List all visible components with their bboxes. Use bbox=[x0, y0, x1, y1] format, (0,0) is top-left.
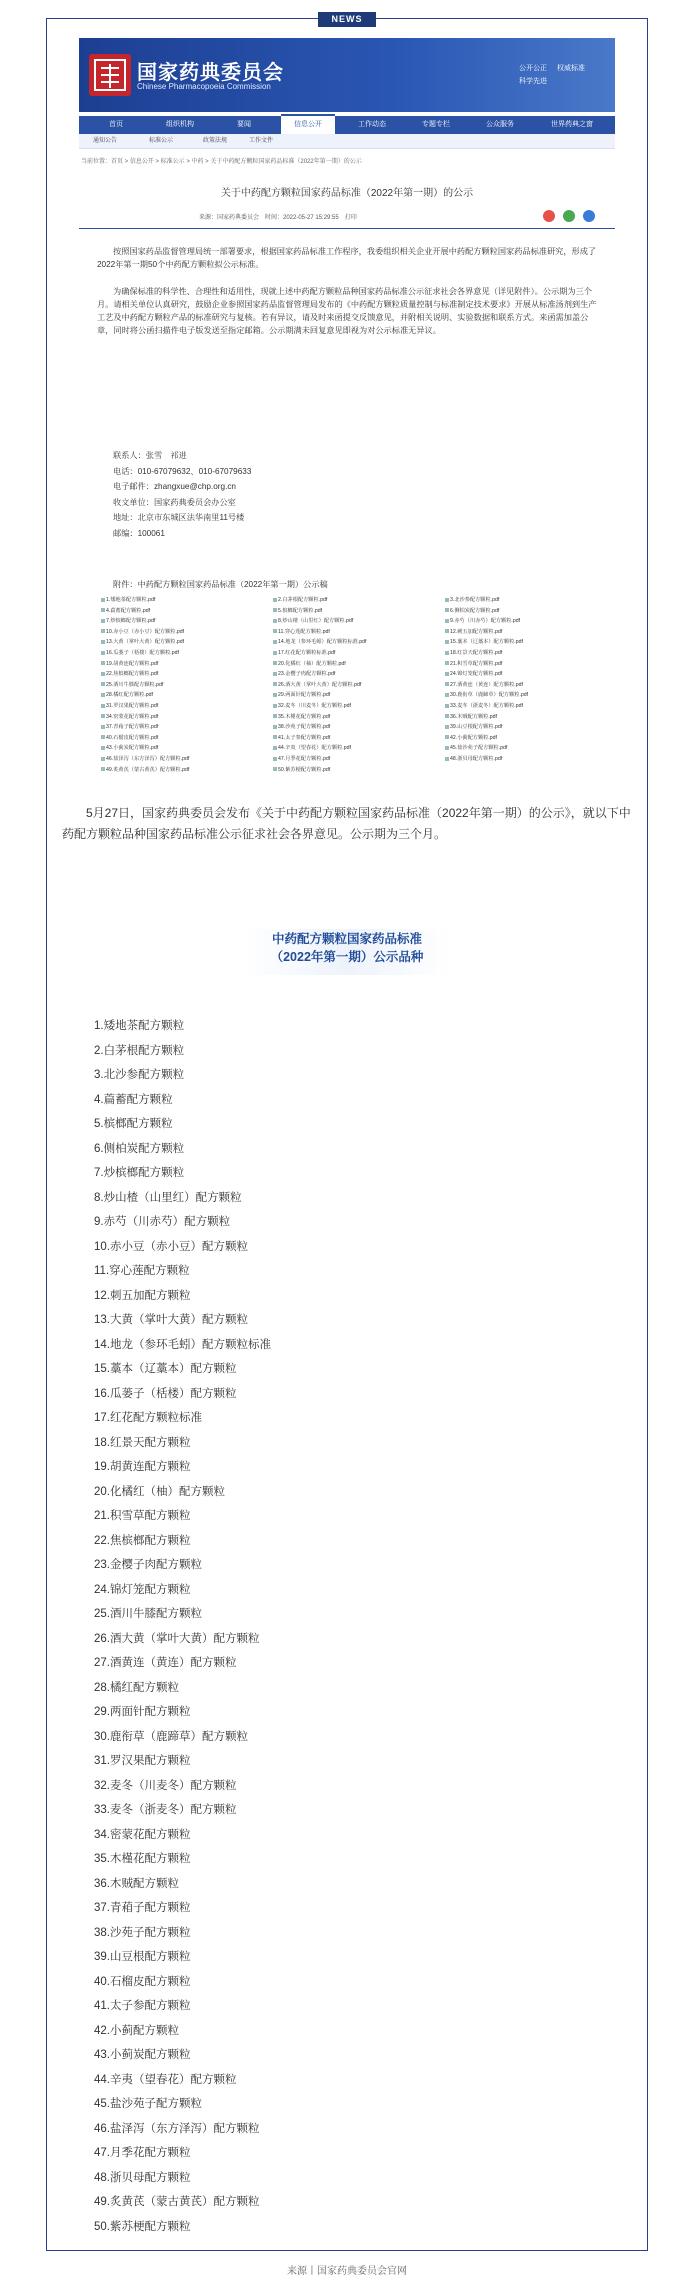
list-item: 45.盐沙苑子配方颗粒 bbox=[94, 2098, 202, 2110]
list-item: 8.炒山楂（山里红）配方颗粒 bbox=[94, 1191, 242, 1204]
list-item: 42.小蓟配方颗粒 bbox=[94, 2024, 179, 2037]
pdf-file-icon bbox=[101, 651, 105, 655]
attachment-link[interactable] bbox=[445, 755, 502, 762]
list-item: 28.橘红配方颗粒 bbox=[94, 1681, 179, 1694]
attachment-link[interactable] bbox=[273, 628, 330, 635]
list-item: 1.矮地茶配方颗粒 bbox=[94, 1020, 185, 1032]
pdf-file-icon bbox=[445, 661, 449, 665]
attachment-link[interactable] bbox=[101, 607, 150, 614]
attachment-link[interactable] bbox=[445, 649, 502, 656]
list-item: 34.密蒙花配方颗粒 bbox=[94, 1828, 191, 1841]
contact-line: 地址：北京市东城区法华南里11号楼 bbox=[113, 513, 245, 522]
attachment-link[interactable] bbox=[101, 617, 155, 624]
pdf-file-icon bbox=[445, 693, 449, 697]
attachment-link[interactable] bbox=[445, 713, 497, 720]
main-nav bbox=[79, 116, 615, 134]
pdf-file-icon bbox=[273, 661, 277, 665]
contact-line: 邮编：100061 bbox=[113, 528, 165, 538]
attachment-link[interactable] bbox=[101, 723, 158, 730]
pdf-file-icon bbox=[273, 725, 277, 729]
attachment-link-label: 15.藁本（辽藁本）配方颗粒.pdf bbox=[450, 639, 523, 646]
attachment-link-label: 26.酒大黄（掌叶大黄）配方颗粒.pdf bbox=[278, 681, 362, 688]
attachment-link-label: 42.小蓟配方颗粒.pdf bbox=[450, 734, 497, 741]
pdf-file-icon bbox=[273, 735, 277, 739]
attachment-link-label: 8.炒山楂（山里红）配方颗粒.pdf bbox=[278, 618, 354, 625]
pdf-file-icon bbox=[273, 767, 277, 771]
list-item: 33.麦冬（浙麦冬）配方颗粒 bbox=[94, 1804, 237, 1816]
site-logo-icon bbox=[89, 54, 131, 96]
list-item: 32.麦冬（川麦冬）配方颗粒 bbox=[94, 1779, 237, 1792]
pdf-file-icon bbox=[101, 714, 105, 718]
nav-item[interactable]: 世界药典之窗 bbox=[551, 121, 593, 128]
pdf-file-icon bbox=[273, 714, 277, 718]
attachment-link-label: 22.焦槟榔配方颗粒.pdf bbox=[106, 671, 159, 678]
attachment-link[interactable] bbox=[273, 691, 330, 698]
attachment-link-label: 19.胡黄连配方颗粒.pdf bbox=[106, 660, 159, 667]
list-item: 31.罗汉果配方颗粒 bbox=[94, 1755, 191, 1767]
attachment-link[interactable] bbox=[445, 617, 520, 624]
attachment-link-label: 13.大黄（掌叶大黄）配方颗粒.pdf bbox=[106, 639, 185, 646]
pdf-file-icon bbox=[445, 608, 449, 612]
pdf-file-icon bbox=[101, 757, 105, 761]
pdf-file-icon bbox=[445, 714, 449, 718]
pdf-file-icon bbox=[101, 725, 105, 729]
pdf-file-icon bbox=[101, 629, 105, 633]
attachment-link-label: 33.麦冬（浙麦冬）配方颗粒.pdf bbox=[450, 703, 523, 709]
attachment-link[interactable] bbox=[101, 691, 153, 698]
attachment-link[interactable] bbox=[101, 713, 158, 720]
list-title bbox=[232, 930, 462, 966]
attachment-link-label: 24.锦灯笼配方颗粒.pdf bbox=[450, 671, 503, 678]
attachment-link-label: 35.木槿花配方颗粒.pdf bbox=[278, 713, 331, 720]
attachment-link-label: 37.青葙子配方颗粒.pdf bbox=[106, 724, 159, 731]
site-banner bbox=[79, 38, 615, 112]
list-item: 39.山豆根配方颗粒 bbox=[94, 1951, 191, 1963]
attachment-link-label: 10.赤小豆（赤小豆）配方颗粒.pdf bbox=[106, 628, 185, 635]
pdf-file-icon bbox=[273, 598, 277, 602]
attachment-link[interactable] bbox=[101, 734, 158, 741]
attachment-link[interactable] bbox=[273, 596, 327, 603]
attachment-link-label: 14.地龙（参环毛蚓）配方颗粒标准.pdf bbox=[278, 639, 367, 646]
attachment-link[interactable] bbox=[101, 755, 189, 762]
subnav-item[interactable]: 通知公告 bbox=[93, 138, 118, 144]
attachment-link-label: 3.北沙参配方颗粒.pdf bbox=[450, 597, 500, 603]
pdf-file-icon bbox=[273, 640, 277, 644]
pdf-file-icon bbox=[445, 725, 449, 729]
pdf-file-icon bbox=[101, 746, 105, 750]
pdf-file-icon bbox=[101, 693, 105, 697]
list-item: 6.侧柏炭配方颗粒 bbox=[94, 1142, 185, 1155]
attachment-link[interactable] bbox=[101, 670, 158, 677]
website-screenshot bbox=[79, 38, 615, 798]
banner-link[interactable]: 公开公正 bbox=[519, 65, 547, 72]
list-item: 17.红花配方颗粒标准 bbox=[94, 1412, 202, 1424]
pdf-file-icon bbox=[273, 746, 277, 750]
list-item: 41.太子参配方颗粒 bbox=[94, 2000, 191, 2012]
nav-item[interactable]: 首页 bbox=[109, 121, 123, 128]
attachment-link[interactable] bbox=[445, 670, 502, 677]
contact-line: 收文单位：国家药典委员会办公室 bbox=[113, 497, 236, 507]
pdf-file-icon bbox=[273, 757, 277, 761]
attachment-link[interactable] bbox=[445, 681, 523, 688]
attachment-link-label: 40.石榴皮配方颗粒.pdf bbox=[106, 734, 159, 741]
pdf-file-icon bbox=[101, 672, 105, 676]
list-item: 16.瓜蒌子（栝楼）配方颗粒 bbox=[94, 1387, 237, 1400]
attachment-link-label: 36.木贼配方颗粒.pdf bbox=[450, 713, 497, 720]
list-item: 23.金樱子肉配方颗粒 bbox=[94, 1559, 202, 1571]
pdf-file-icon bbox=[273, 608, 277, 612]
attachment-link[interactable] bbox=[273, 638, 367, 645]
attachment-link[interactable] bbox=[445, 723, 502, 730]
list-item: 4.萹蓄配方颗粒 bbox=[94, 1093, 173, 1106]
pdf-file-icon bbox=[273, 693, 277, 697]
list-item: 40.石榴皮配方颗粒 bbox=[94, 1975, 191, 1988]
nav-item-active[interactable]: 信息公开 bbox=[281, 114, 335, 134]
wechat-share-icon[interactable] bbox=[563, 210, 575, 222]
pdf-file-icon bbox=[101, 640, 105, 644]
attachment-link[interactable] bbox=[101, 628, 184, 635]
contact-line: 电子邮件：zhangxue@chp.org.cn bbox=[113, 482, 236, 491]
pdf-file-icon bbox=[445, 757, 449, 761]
attachment-link-label: 44.辛夷（望春花）配方颗粒.pdf bbox=[278, 745, 351, 752]
attachment-link[interactable] bbox=[273, 734, 330, 741]
attachment-link-label: 30.鹿衔草（鹿蹄草）配方颗粒.pdf bbox=[450, 692, 529, 699]
attachment-link-label: 18.红景天配方颗粒.pdf bbox=[450, 650, 503, 656]
list-item: 48.浙贝母配方颗粒 bbox=[94, 2171, 191, 2184]
list-item: 2.白茅根配方颗粒 bbox=[94, 1044, 185, 1057]
attachment-link-label: 46.盐泽泻（东方泽泻）配方颗粒.pdf bbox=[106, 756, 190, 762]
attachment-link-label: 6.侧柏炭配方颗粒.pdf bbox=[450, 607, 500, 614]
pdf-file-icon bbox=[445, 619, 449, 623]
attachment-link-label: 20.化橘红（柚）配方颗粒.pdf bbox=[278, 660, 346, 667]
list-item: 13.大黄（掌叶大黄）配方颗粒 bbox=[94, 1314, 248, 1326]
attachment-link[interactable] bbox=[273, 617, 353, 624]
pdf-file-icon bbox=[101, 735, 105, 739]
weibo-share-icon[interactable] bbox=[543, 210, 555, 222]
site-name-en: Chinese Pharmacopoeia Commission bbox=[137, 82, 271, 91]
pdf-file-icon bbox=[273, 682, 277, 686]
list-item: 26.酒大黄（掌叶大黄）配方颗粒 bbox=[94, 1632, 260, 1645]
list-item: 27.酒黄连（黄连）配方颗粒 bbox=[94, 1657, 237, 1669]
article-paragraph: 为确保标准的科学性、合理性和适用性，现就上述中药配方颗粒品种国家药品标准公示征求社会各界意见（详见附件）。公示期为三个月。请相关单位认真研究，鼓励企业参照国家药品监督管理局发布的《中药配方颗粒质量控制与标准制定技术要求》开展从标准汤剂到生产工艺及中药配方颗粒产品的标准研究与复核。若有异议，请及时来函提交反馈意见，并附相关说明、实验数据和联系方式。来函需加盖公章，同时将公函扫描件电子版发送至指定邮箱。公示期满未回复意见即视为对公示标准无异议。 bbox=[97, 287, 597, 335]
list-item: 49.炙黄芪（蒙古黄芪）配方颗粒 bbox=[94, 2196, 260, 2208]
nav-item[interactable]: 组织机构 bbox=[166, 121, 194, 128]
list-item: 5.槟榔配方颗粒 bbox=[94, 1118, 173, 1130]
list-item: 44.辛夷（望春花）配方颗粒 bbox=[94, 2073, 237, 2086]
attachment-link[interactable] bbox=[445, 660, 502, 667]
attachment-link[interactable] bbox=[273, 670, 335, 677]
site-name: 国家药典委员会 bbox=[137, 62, 284, 84]
attachment-link-label: 32.麦冬（川麦冬）配方颗粒.pdf bbox=[278, 703, 351, 709]
attachment-link-label: 27.酒黄连（黄连）配方颗粒.pdf bbox=[450, 681, 523, 688]
list-item: 18.红景天配方颗粒 bbox=[94, 1436, 191, 1449]
attachment-link-label: 12.刺五加配方颗粒.pdf bbox=[450, 628, 503, 635]
banner-link[interactable]: 科学先进 bbox=[519, 78, 547, 85]
pdf-file-icon bbox=[445, 704, 449, 708]
list-item: 47.月季花配方颗粒 bbox=[94, 2147, 191, 2159]
attachment-link-label: 1.矮地茶配方颗粒.pdf bbox=[106, 597, 156, 603]
attachment-link[interactable] bbox=[273, 755, 330, 762]
attachment-link[interactable] bbox=[445, 702, 523, 709]
list-item: 20.化橘红（柚）配方颗粒 bbox=[94, 1485, 225, 1498]
attachment-link[interactable] bbox=[273, 744, 351, 751]
attachment-link[interactable] bbox=[273, 713, 330, 720]
pdf-file-icon bbox=[101, 682, 105, 686]
pdf-file-icon bbox=[445, 651, 449, 655]
source-credit: 来源丨国家药典委员会官网 bbox=[287, 2266, 407, 2277]
frame-bottom-border bbox=[46, 2250, 648, 2251]
attachment-link-label: 2.白茅根配方颗粒.pdf bbox=[278, 597, 328, 603]
attachment-link-label: 21.积雪草配方颗粒.pdf bbox=[450, 660, 503, 667]
list-item: 46.盐泽泻（东方泽泻）配方颗粒 bbox=[94, 2122, 260, 2135]
attachment-link-label: 23.金樱子肉配方颗粒.pdf bbox=[278, 671, 336, 678]
attachment-link-label: 28.橘红配方颗粒.pdf bbox=[106, 692, 153, 699]
pdf-file-icon bbox=[273, 629, 277, 633]
list-item: 10.赤小豆（赤小豆）配方颗粒 bbox=[94, 1240, 248, 1253]
pdf-file-icon bbox=[273, 704, 277, 708]
attachment-link-label: 11.穿心莲配方颗粒.pdf bbox=[278, 628, 330, 635]
sub-nav bbox=[79, 134, 615, 149]
attachment-link[interactable] bbox=[101, 596, 155, 603]
list-item: 35.木槿花配方颗粒 bbox=[94, 1853, 191, 1865]
attachment-link[interactable] bbox=[101, 744, 158, 751]
qzone-share-icon[interactable] bbox=[583, 210, 595, 222]
attachment-link[interactable] bbox=[445, 628, 502, 635]
attachment-link-label: 39.山豆根配方颗粒.pdf bbox=[450, 724, 503, 731]
attachment-link[interactable] bbox=[445, 638, 523, 645]
attachment-link-label: 31.罗汉果配方颗粒.pdf bbox=[106, 703, 159, 709]
pdf-file-icon bbox=[273, 619, 277, 623]
attachment-title: 附件：中药配方颗粒国家药品标准（2022年第一期）公示稿 bbox=[113, 580, 328, 589]
attachment-link[interactable] bbox=[101, 638, 184, 645]
article-meta: 来源：国家药典委员会 时间：2022-05-27 15:29:55 打印 bbox=[199, 215, 357, 221]
nav-item[interactable]: 公众服务 bbox=[486, 121, 514, 128]
attachment-link-label: 50.紫苏梗配方颗粒.pdf bbox=[278, 766, 331, 773]
pdf-file-icon bbox=[445, 672, 449, 676]
attachment-link-label: 43.小蓟炭配方颗粒.pdf bbox=[106, 745, 159, 752]
news-tag: NEWS bbox=[318, 12, 376, 27]
frame-right-border bbox=[647, 18, 648, 2250]
contact-line: 电话：010-67079632、010-67079633 bbox=[113, 466, 252, 476]
list-item: 36.木贼配方颗粒 bbox=[94, 1877, 179, 1890]
subnav-item[interactable]: 工作文件 bbox=[249, 138, 274, 144]
list-item: 12.刺五加配方颗粒 bbox=[94, 1289, 191, 1302]
subnav-item[interactable]: 政策法规 bbox=[203, 138, 228, 144]
attachment-link-label: 41.太子参配方颗粒.pdf bbox=[278, 734, 331, 741]
attachment-link[interactable] bbox=[445, 607, 499, 614]
attachment-link-label: 34.密蒙花配方颗粒.pdf bbox=[106, 713, 159, 720]
attachment-link[interactable] bbox=[273, 723, 330, 730]
list-item: 25.酒川牛膝配方颗粒 bbox=[94, 1608, 202, 1620]
banner-link[interactable]: 权威标准 bbox=[556, 65, 585, 72]
article-paragraph: 按照国家药品监督管理局统一部署要求，根据国家药品标准工作程序，我委组织相关企业开展中药配方颗粒国家药品标准研究，形成了2022年第一期50个中药配方颗粒拟公示标准。 bbox=[97, 247, 597, 269]
attachment-link[interactable] bbox=[101, 660, 158, 667]
title-divider bbox=[79, 228, 615, 229]
list-item: 22.焦槟榔配方颗粒 bbox=[94, 1534, 191, 1547]
attachment-link-label: 49.炙黄芪（蒙古黄芪）配方颗粒.pdf bbox=[106, 766, 190, 773]
list-item: 9.赤芍（川赤芍）配方颗粒 bbox=[94, 1216, 231, 1228]
pdf-file-icon bbox=[445, 735, 449, 739]
list-item: 19.胡黄连配方颗粒 bbox=[94, 1461, 191, 1473]
pdf-file-icon bbox=[445, 598, 449, 602]
attachment-link-label: 9.赤芍（川赤芍）配方颗粒.pdf bbox=[450, 618, 521, 625]
attachment-link[interactable] bbox=[101, 681, 163, 688]
list-item: 37.青葙子配方颗粒 bbox=[94, 1902, 191, 1914]
list-title-line: 中药配方颗粒国家药品标准 bbox=[271, 932, 422, 946]
list-item: 30.鹿衔草（鹿蹄草）配方颗粒 bbox=[94, 1730, 248, 1743]
banner-links bbox=[519, 62, 593, 88]
nav-item[interactable]: 工作动态 bbox=[358, 121, 386, 128]
attachment-link[interactable] bbox=[273, 702, 351, 709]
attachment-link[interactable] bbox=[445, 744, 507, 751]
attachment-link-label: 25.酒川牛膝配方颗粒.pdf bbox=[106, 681, 164, 688]
attachment-link-label: 4.萹蓄配方颗粒.pdf bbox=[106, 607, 151, 614]
pdf-file-icon bbox=[101, 598, 105, 602]
pdf-file-icon bbox=[445, 682, 449, 686]
contact-block bbox=[113, 448, 251, 541]
list-item: 21.积雪草配方颗粒 bbox=[94, 1510, 191, 1522]
attachment-link-label: 45.盐沙苑子配方颗粒.pdf bbox=[450, 745, 508, 752]
attachment-link[interactable] bbox=[273, 607, 322, 614]
attachment-link[interactable] bbox=[101, 702, 158, 709]
attachment-link[interactable] bbox=[445, 734, 497, 741]
attachment-link-label: 16.瓜蒌子（栝楼）配方颗粒.pdf bbox=[106, 650, 179, 656]
list-item: 11.穿心莲配方颗粒 bbox=[94, 1265, 190, 1277]
subnav-item[interactable]: 标准公示 bbox=[149, 138, 174, 144]
pdf-file-icon bbox=[101, 608, 105, 612]
pdf-file-icon bbox=[101, 704, 105, 708]
pdf-file-icon bbox=[101, 661, 105, 665]
intro-paragraph: 5月27日，国家药典委员会发布《关于中药配方颗粒国家药品标准（2022年第一期）的公示》，就以下中药配方颗粒品种国家药品标准公示征求社会各界意见。公示期为三个月。 bbox=[62, 806, 631, 841]
list-item: 14.地龙（参环毛蚓）配方颗粒标准 bbox=[94, 1338, 271, 1351]
pdf-file-icon bbox=[445, 640, 449, 644]
breadcrumb: 当前位置：首页 > 信息公开 > 标准公示 > 中药 > 关于中药配方颗粒国家药品标准（2022年第一期）的公示 bbox=[81, 159, 362, 165]
attachment-link[interactable] bbox=[273, 766, 330, 773]
list-item: 7.炒槟榔配方颗粒 bbox=[94, 1167, 185, 1179]
list-item: 43.小蓟炭配方颗粒 bbox=[94, 2049, 191, 2061]
attachment-link-label: 48.浙贝母配方颗粒.pdf bbox=[450, 756, 503, 762]
pdf-file-icon bbox=[101, 619, 105, 623]
attachment-link[interactable] bbox=[273, 660, 346, 667]
list-item: 38.沙苑子配方颗粒 bbox=[94, 1926, 191, 1939]
attachment-link[interactable] bbox=[273, 649, 335, 656]
list-item: 29.两面针配方颗粒 bbox=[94, 1706, 191, 1718]
attachment-link-label: 38.沙苑子配方颗粒.pdf bbox=[278, 724, 331, 731]
list-item: 3.北沙参配方颗粒 bbox=[94, 1069, 185, 1081]
nav-item[interactable]: 专题专栏 bbox=[422, 121, 450, 128]
pdf-file-icon bbox=[273, 651, 277, 655]
attachment-link-label: 17.红花配方颗粒标准.pdf bbox=[278, 650, 336, 656]
pdf-file-icon bbox=[445, 746, 449, 750]
attachment-link-label: 5.槟榔配方颗粒.pdf bbox=[278, 607, 323, 614]
list-item: 15.藁本（辽藁本）配方颗粒 bbox=[94, 1363, 237, 1375]
attachment-link-label: 7.炒槟榔配方颗粒.pdf bbox=[106, 618, 156, 625]
attachment-link[interactable] bbox=[101, 649, 179, 656]
frame-left-border bbox=[46, 18, 47, 2250]
attachment-link[interactable] bbox=[101, 766, 189, 773]
pdf-file-icon bbox=[445, 629, 449, 633]
attachment-link-label: 29.两面针配方颗粒.pdf bbox=[278, 692, 331, 699]
pdf-file-icon bbox=[273, 672, 277, 676]
attachment-link-label: 47.月季花配方颗粒.pdf bbox=[278, 756, 331, 762]
nav-item[interactable]: 要闻 bbox=[237, 121, 251, 128]
attachment-link[interactable] bbox=[445, 691, 528, 698]
list-title-line: （2022年第一期）公示品种 bbox=[270, 950, 424, 964]
pdf-file-icon bbox=[101, 767, 105, 771]
article-title: 关于中药配方颗粒国家药品标准（2022年第一期）的公示 bbox=[220, 188, 474, 199]
contact-line: 联系人：张雪 祁进 bbox=[113, 451, 187, 460]
attachment-link[interactable] bbox=[445, 596, 499, 603]
list-item: 50.紫苏梗配方颗粒 bbox=[94, 2220, 191, 2233]
attachment-link[interactable] bbox=[273, 681, 361, 688]
list-item: 24.锦灯笼配方颗粒 bbox=[94, 1583, 191, 1596]
